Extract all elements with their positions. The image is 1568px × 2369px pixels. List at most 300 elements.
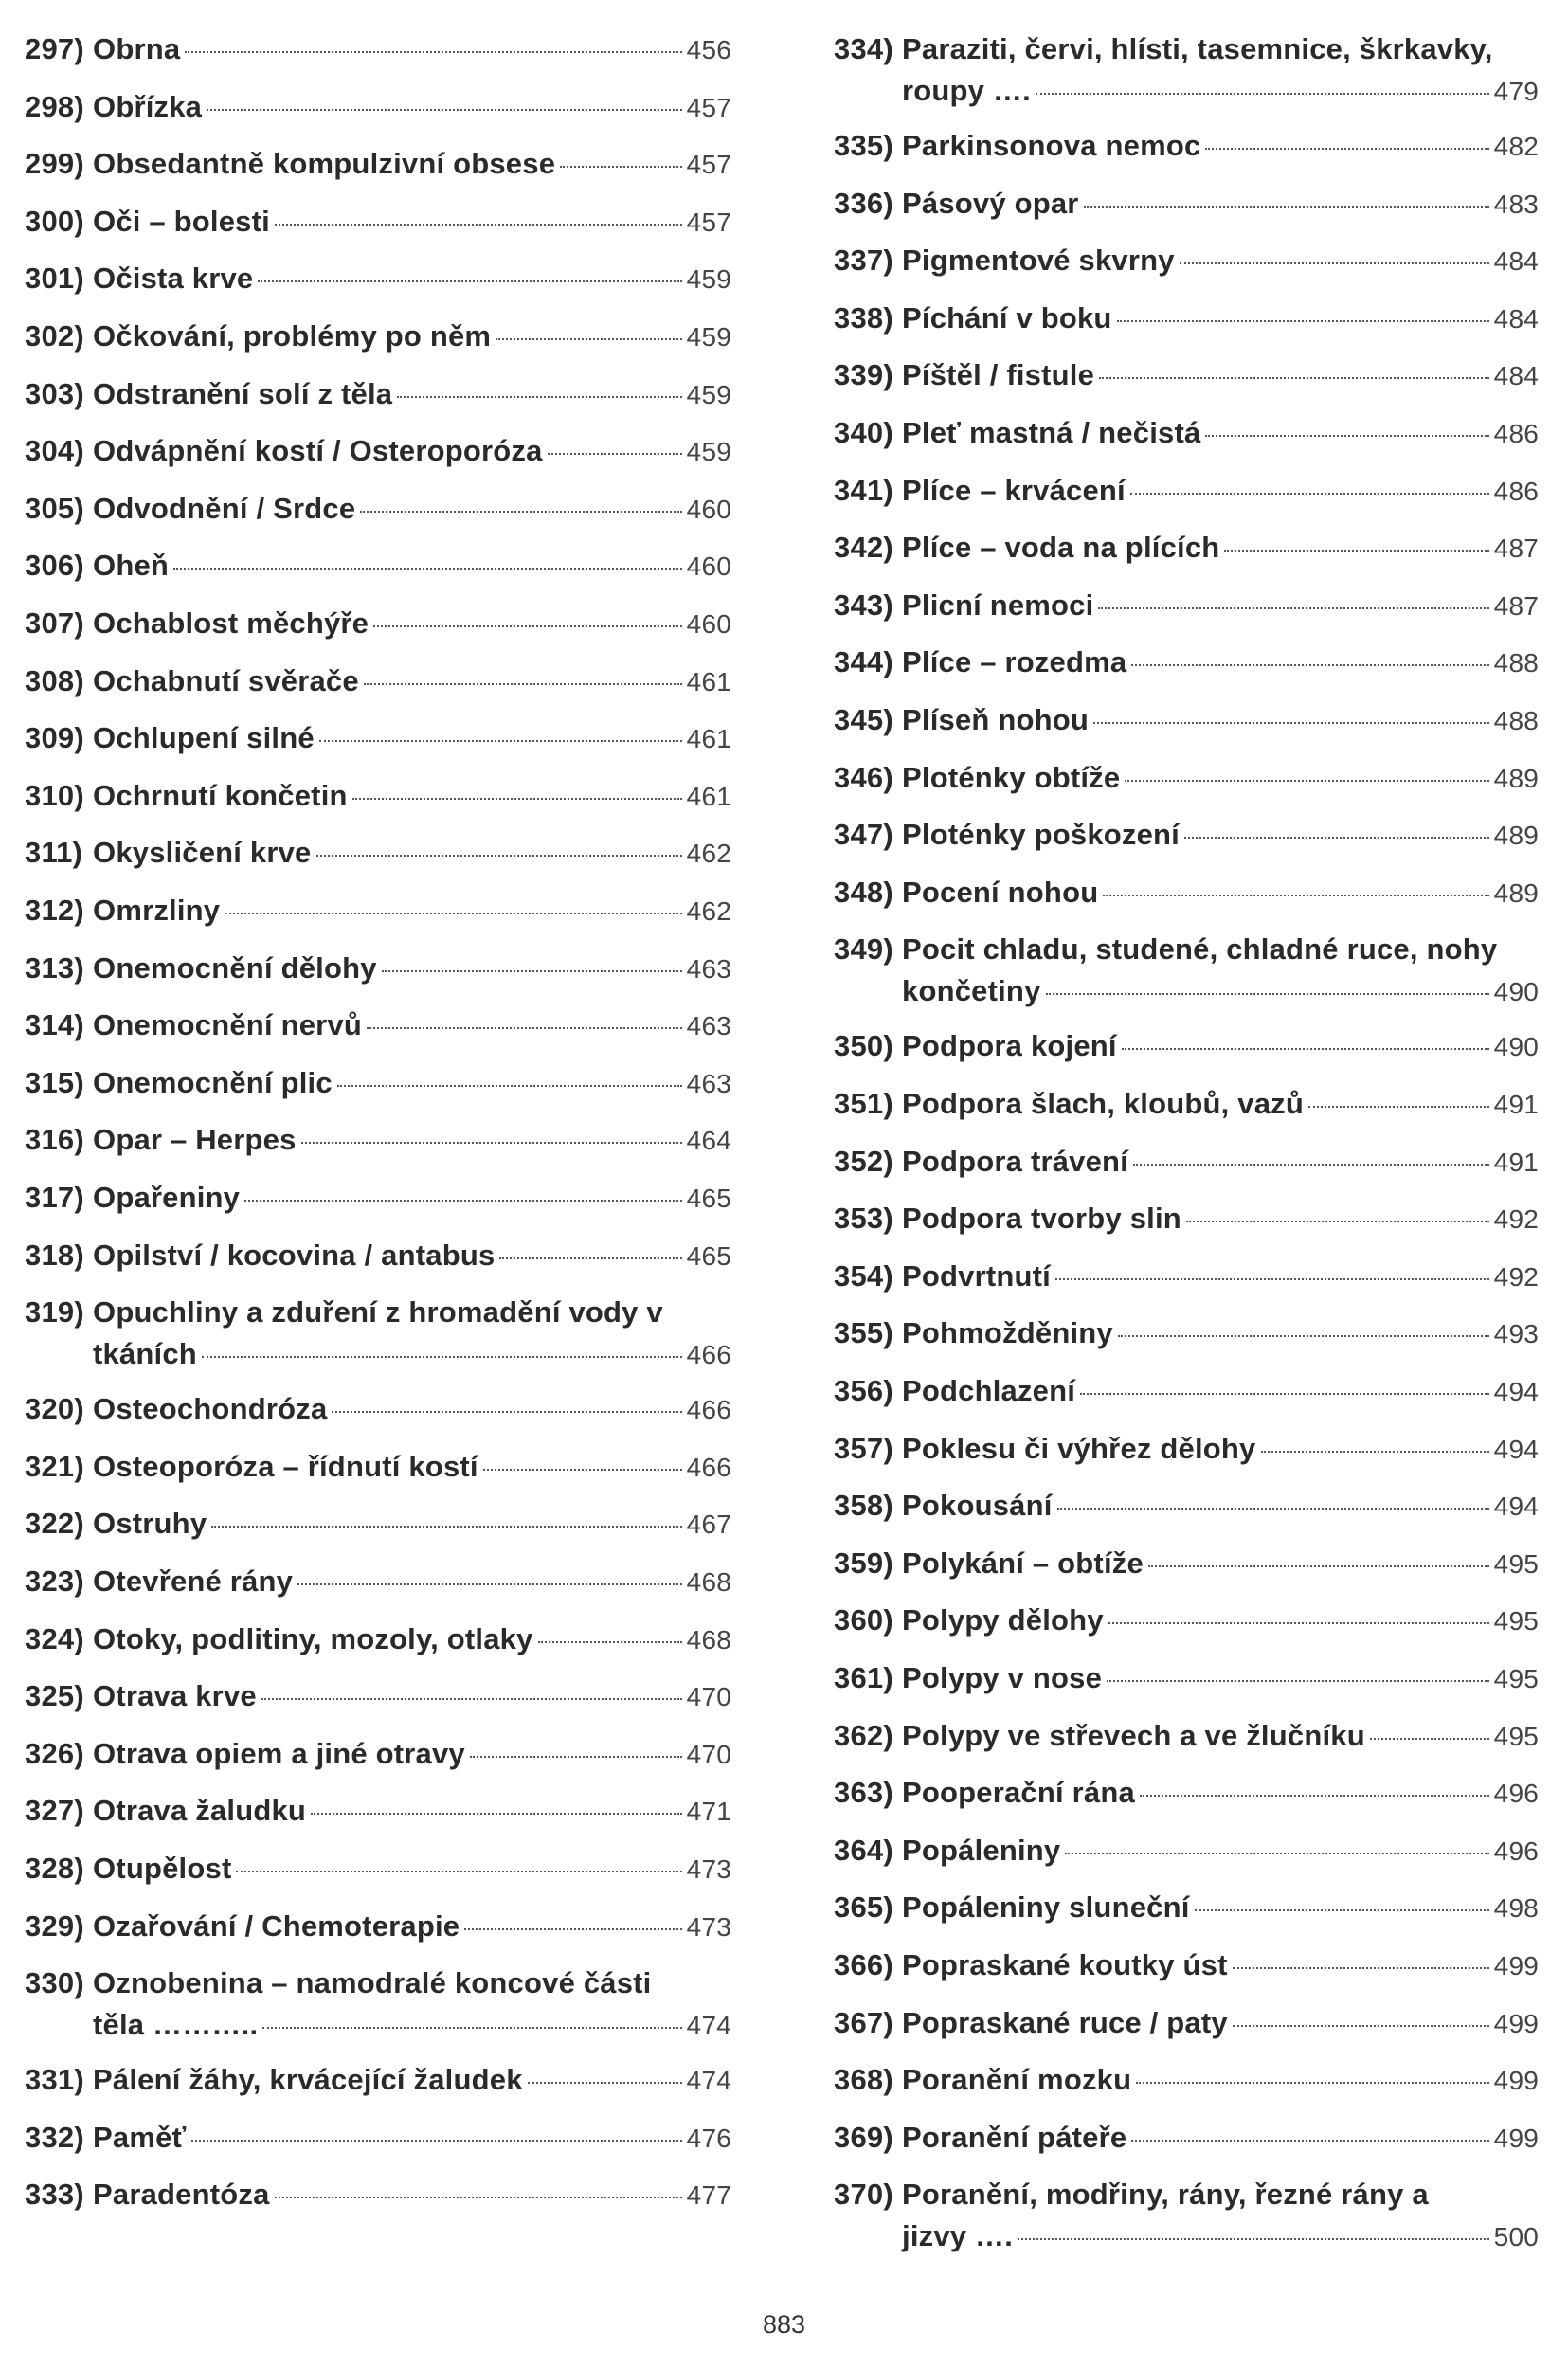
toc-entry-page: 473 bbox=[686, 1911, 731, 1942]
toc-entry-number: 319) bbox=[25, 1295, 84, 1329]
toc-entry-title: Popraskané ruce / paty bbox=[902, 2005, 1228, 2039]
toc-entry-page: 473 bbox=[686, 1854, 731, 1884]
toc-entry-page: 489 bbox=[1493, 763, 1539, 793]
toc-entry-page: 490 bbox=[1493, 977, 1539, 1007]
toc-entry bbox=[25, 1235, 731, 1277]
toc-entry-page: 461 bbox=[686, 666, 731, 696]
toc-entry bbox=[25, 1848, 731, 1890]
toc-entry-title: Otoky, podlitiny, mozoly, otlaky bbox=[93, 1621, 533, 1655]
toc-entry-page: 494 bbox=[1493, 1377, 1539, 1406]
toc-entry-number: 359) bbox=[834, 1546, 893, 1580]
toc-entry-title: Opar – Herpes bbox=[93, 1123, 297, 1157]
toc-entry bbox=[25, 832, 731, 875]
toc-entry bbox=[834, 1370, 1539, 1413]
dot-leader bbox=[1140, 1795, 1489, 1797]
toc-entry bbox=[834, 1715, 1539, 1758]
toc-entry-title: Odvodnění / Srdce bbox=[93, 491, 356, 525]
toc-entry bbox=[25, 430, 731, 473]
toc-entry bbox=[834, 1083, 1539, 1126]
toc-entry-number: 311) bbox=[25, 836, 83, 870]
toc-entry-page: 466 bbox=[686, 1340, 731, 1370]
toc-entry-number: 328) bbox=[25, 1852, 84, 1885]
dot-leader bbox=[1233, 2025, 1489, 2027]
toc-entry-page: 488 bbox=[1493, 648, 1539, 678]
toc-entry-title: roupy …. bbox=[902, 74, 1031, 107]
toc-entry-page: 491 bbox=[1493, 1147, 1539, 1177]
toc-entry-title: Popáleniny sluneční bbox=[902, 1890, 1190, 1925]
toc-entry-title: Opařeniny bbox=[93, 1181, 241, 1214]
toc-entry-number: 316) bbox=[25, 1123, 84, 1157]
toc-entry-page: 489 bbox=[1493, 821, 1539, 851]
toc-entry-number: 299) bbox=[25, 147, 84, 181]
toc-entry-number: 363) bbox=[834, 1776, 893, 1810]
toc-entry-number: 344) bbox=[834, 645, 893, 679]
toc-entry-page: 494 bbox=[1493, 1434, 1539, 1464]
toc-entry bbox=[834, 412, 1539, 455]
dot-leader bbox=[1261, 1451, 1489, 1453]
toc-entry-title: Obsedantně kompulzivní obsese bbox=[93, 147, 556, 181]
toc-entry-page: 466 bbox=[686, 1452, 731, 1482]
toc-entry-page: 487 bbox=[1493, 590, 1539, 621]
toc-entry-title: Plíce – krvácení bbox=[902, 473, 1126, 507]
toc-entry-number: 305) bbox=[25, 491, 84, 525]
dot-leader bbox=[173, 568, 682, 570]
dot-leader bbox=[1125, 780, 1488, 782]
toc-entry bbox=[834, 929, 1539, 1013]
toc-entry bbox=[834, 2002, 1539, 2045]
toc-entry-number: 368) bbox=[834, 2063, 893, 2097]
toc-entry-page: 487 bbox=[1493, 533, 1539, 564]
dot-leader bbox=[1370, 1738, 1489, 1740]
toc-entry bbox=[25, 2174, 731, 2216]
toc-entry-number: 302) bbox=[25, 319, 84, 353]
toc-entry-page: 484 bbox=[1493, 246, 1539, 277]
toc-entry-number: 355) bbox=[834, 1316, 893, 1350]
toc-entry bbox=[834, 585, 1539, 627]
toc-entry-title: Otupělost bbox=[93, 1852, 232, 1885]
toc-entry-title: Pleť mastná / nečistá bbox=[902, 416, 1201, 449]
toc-entry-title: Plíce – voda na plících bbox=[902, 531, 1220, 565]
toc-entry-page: 463 bbox=[686, 1068, 731, 1098]
toc-entry-title: Polypy dělohy bbox=[902, 1603, 1104, 1637]
dot-leader bbox=[225, 913, 681, 914]
toc-entry bbox=[25, 1675, 731, 1718]
toc-entry-page: 492 bbox=[1493, 1204, 1539, 1235]
toc-entry-page: 494 bbox=[1493, 1492, 1539, 1522]
toc-entry-title: Poranění mozku bbox=[902, 2063, 1132, 2097]
toc-entry-title: jizvy …. bbox=[902, 2219, 1014, 2253]
toc-entry-page: 459 bbox=[686, 322, 731, 352]
toc-entry bbox=[25, 1619, 731, 1661]
toc-entry-title: Očkování, problémy po něm bbox=[93, 319, 492, 353]
toc-entry-title: Oheň bbox=[93, 549, 170, 583]
toc-entry-title: Pocit chladu, studené, chladné ruce, nohy bbox=[902, 932, 1498, 967]
toc-entry-title: Otrava krve bbox=[93, 1679, 257, 1713]
toc-entry-page: 499 bbox=[1493, 2008, 1539, 2038]
dot-leader bbox=[1046, 993, 1489, 995]
toc-entry bbox=[834, 1428, 1539, 1471]
toc-entry-page: 470 bbox=[686, 1739, 731, 1769]
dot-leader bbox=[1108, 1622, 1489, 1624]
toc-entry-number: 314) bbox=[25, 1008, 84, 1042]
toc-entry-title: Otrava opiem a jiné otravy bbox=[93, 1736, 465, 1770]
toc-entry bbox=[834, 1141, 1539, 1184]
dot-leader bbox=[1130, 493, 1489, 495]
dot-leader bbox=[185, 51, 681, 53]
dot-leader bbox=[207, 109, 682, 111]
toc-entry bbox=[25, 1177, 731, 1220]
toc-entry-title: Podpora kojení bbox=[902, 1029, 1117, 1063]
toc-entry-number: 340) bbox=[834, 416, 893, 449]
dot-leader bbox=[1233, 1967, 1489, 1969]
toc-entry-number: 364) bbox=[834, 1833, 893, 1867]
toc-entry bbox=[25, 86, 731, 129]
toc-entry-number: 298) bbox=[25, 89, 84, 123]
toc-entry-number: 320) bbox=[25, 1392, 84, 1426]
dot-leader bbox=[1186, 1221, 1489, 1222]
toc-entry-number: 337) bbox=[834, 244, 893, 278]
toc-entry-number: 365) bbox=[834, 1890, 893, 1925]
toc-entry-page: 484 bbox=[1493, 361, 1539, 391]
toc-entry-page: 496 bbox=[1493, 1779, 1539, 1809]
dot-leader bbox=[332, 1411, 681, 1413]
toc-entry-page: 460 bbox=[686, 552, 731, 582]
toc-entry-page: 493 bbox=[1493, 1319, 1539, 1349]
toc-entry-title: Onemocnění plic bbox=[93, 1065, 333, 1099]
toc-entry bbox=[834, 1772, 1539, 1815]
toc-entry-page: 465 bbox=[686, 1240, 731, 1271]
toc-entry-title: Parkinsonova nemoc bbox=[902, 129, 1201, 162]
toc-entry-page: 499 bbox=[1493, 2066, 1539, 2096]
toc-entry-title: Ochabnutí svěrače bbox=[93, 663, 359, 697]
toc-entry-title: Odvápnění kostí / Osteroporóza bbox=[93, 434, 543, 468]
toc-entry-number: 357) bbox=[834, 1431, 893, 1465]
toc-entry-title: Obrna bbox=[93, 32, 181, 65]
dot-leader bbox=[464, 1928, 681, 1930]
dot-leader bbox=[301, 1142, 682, 1144]
toc-entry-title: Píštěl / fistule bbox=[902, 358, 1095, 392]
toc-entry-page: 495 bbox=[1493, 1721, 1539, 1751]
toc-entry-number: 300) bbox=[25, 204, 84, 238]
dot-leader bbox=[1180, 262, 1489, 264]
toc-entry-title: Onemocnění nervů bbox=[93, 1008, 362, 1042]
dot-leader bbox=[1057, 1508, 1489, 1510]
toc-entry-number: 318) bbox=[25, 1238, 84, 1272]
dot-leader bbox=[211, 1526, 681, 1528]
dot-leader bbox=[496, 338, 682, 340]
toc-entry-number: 356) bbox=[834, 1374, 893, 1407]
dot-leader bbox=[1107, 1680, 1489, 1682]
toc-entry-page: 456 bbox=[686, 35, 731, 64]
toc-entry-number: 347) bbox=[834, 818, 893, 852]
toc-entry-title: Ostruhy bbox=[93, 1507, 207, 1541]
toc-entry-title: Podpora šlach, kloubů, vazů bbox=[902, 1087, 1304, 1120]
dot-leader bbox=[1098, 607, 1488, 609]
toc-entry-page: 495 bbox=[1493, 1606, 1539, 1637]
toc-entry-title: Ochrnutí končetin bbox=[93, 778, 348, 812]
toc-entry bbox=[25, 545, 731, 588]
dot-leader bbox=[1131, 664, 1488, 666]
toc-entry bbox=[25, 2059, 731, 2102]
page-number: 883 bbox=[762, 2310, 806, 2339]
toc-entry-number: 361) bbox=[834, 1661, 893, 1694]
toc-entry bbox=[834, 1944, 1539, 1987]
toc-entry-number: 352) bbox=[834, 1144, 893, 1178]
toc-entry-page: 476 bbox=[686, 2123, 731, 2153]
toc-entry-number: 334) bbox=[834, 32, 893, 65]
toc-entry-page: 461 bbox=[686, 724, 731, 754]
dot-leader bbox=[364, 683, 682, 685]
toc-entry-title: Plíseň nohou bbox=[902, 703, 1090, 736]
toc-entry-title: Otrava žaludku bbox=[93, 1794, 307, 1828]
toc-entry-title: Opilství / kocovina / antabus bbox=[93, 1238, 496, 1272]
toc-entry bbox=[834, 814, 1539, 857]
toc-entry bbox=[25, 603, 731, 645]
toc-entry-title: Pohmožděniny bbox=[902, 1316, 1113, 1350]
toc-entry-title: Plicní nemoci bbox=[902, 588, 1094, 622]
dot-leader bbox=[483, 1469, 682, 1471]
toc-entry-page: 459 bbox=[686, 437, 731, 467]
toc-entry bbox=[834, 1543, 1539, 1585]
toc-entry-title: Osteoporóza – řídnutí kostí bbox=[93, 1449, 478, 1483]
toc-entry-number: 307) bbox=[25, 606, 84, 640]
toc-entry bbox=[25, 258, 731, 300]
toc-entry-title: Pásový opar bbox=[902, 186, 1079, 220]
toc-entry-title: Podpora trávení bbox=[902, 1144, 1128, 1178]
dot-leader bbox=[1122, 1048, 1489, 1050]
dot-leader bbox=[1080, 1393, 1489, 1395]
toc-entry bbox=[834, 872, 1539, 914]
toc-entry-page: 479 bbox=[1493, 77, 1539, 106]
toc-entry-title: Ochlupení silné bbox=[93, 721, 315, 755]
dot-leader bbox=[337, 1085, 682, 1087]
toc-entry-page: 457 bbox=[686, 92, 731, 122]
toc-entry-title: Paměť bbox=[93, 2120, 187, 2154]
toc-entry-number: 317) bbox=[25, 1181, 84, 1214]
toc-entry bbox=[25, 1790, 731, 1833]
toc-entry-number: 330) bbox=[25, 1966, 84, 2000]
dot-leader bbox=[499, 1257, 681, 1259]
toc-entry bbox=[25, 1906, 731, 1948]
toc-entry-title: Poranění, modřiny, rány, řezné rány a bbox=[902, 2178, 1429, 2212]
toc-entry bbox=[25, 1446, 731, 1489]
toc-entry-title: Ploténky poškození bbox=[902, 818, 1180, 852]
dot-leader bbox=[262, 2027, 681, 2029]
toc-entry bbox=[25, 1119, 731, 1162]
toc-entry bbox=[25, 1561, 731, 1603]
toc-entry-page: 495 bbox=[1493, 1548, 1539, 1579]
toc-entry-page: 460 bbox=[686, 609, 731, 639]
toc-entry bbox=[834, 125, 1539, 168]
toc-entry-title: Paradentóza bbox=[93, 2178, 270, 2212]
dot-leader bbox=[316, 855, 682, 857]
toc-entry bbox=[834, 240, 1539, 282]
dot-leader bbox=[275, 2197, 682, 2198]
toc-entry-number: 327) bbox=[25, 1794, 84, 1828]
toc-entry-title: tkáních bbox=[93, 1337, 197, 1371]
dot-leader bbox=[1065, 1853, 1488, 1854]
dot-leader bbox=[560, 166, 682, 168]
toc-entry-title: Pigmentové skvrny bbox=[902, 244, 1175, 278]
toc-entry-number: 321) bbox=[25, 1449, 84, 1483]
dot-leader bbox=[1205, 148, 1488, 150]
toc-entry-number: 341) bbox=[834, 473, 893, 507]
toc-entry bbox=[834, 1256, 1539, 1298]
toc-entry-title: Omrzliny bbox=[93, 894, 221, 927]
toc-entry-title: Pooperační rána bbox=[902, 1776, 1135, 1810]
toc-entry bbox=[25, 488, 731, 531]
dot-leader bbox=[261, 1698, 682, 1700]
dot-leader bbox=[275, 224, 682, 226]
dot-leader bbox=[538, 1641, 682, 1643]
toc-entry-title: Plíce – rozedma bbox=[902, 645, 1127, 679]
dot-leader bbox=[1148, 1565, 1489, 1567]
toc-entry-number: 343) bbox=[834, 588, 893, 622]
toc-entry-title: Polykání – obtíže bbox=[902, 1546, 1144, 1580]
toc-entry-page: 484 bbox=[1493, 303, 1539, 334]
toc-entry-page: 457 bbox=[686, 150, 731, 180]
dot-leader bbox=[360, 511, 681, 513]
dot-leader bbox=[297, 1583, 682, 1585]
dot-leader bbox=[397, 396, 681, 398]
toc-entry-title: Popraskané koutky úst bbox=[902, 1948, 1228, 1981]
dot-leader bbox=[202, 1356, 682, 1358]
toc-entry-page: 492 bbox=[1493, 1261, 1539, 1292]
toc-entry-number: 329) bbox=[25, 1908, 84, 1943]
toc-entry-page: 462 bbox=[686, 896, 731, 926]
dot-leader bbox=[470, 1756, 682, 1758]
toc-entry-number: 333) bbox=[25, 2178, 84, 2212]
toc-entry bbox=[834, 1600, 1539, 1642]
toc-entry bbox=[834, 28, 1539, 113]
toc-entry bbox=[834, 1198, 1539, 1240]
toc-entry-page: 498 bbox=[1493, 1893, 1539, 1924]
toc-entry-number: 346) bbox=[834, 760, 893, 794]
toc-entry-page: 466 bbox=[686, 1395, 731, 1425]
dot-leader bbox=[1195, 1909, 1489, 1911]
toc-entry-number: 339) bbox=[834, 358, 893, 392]
toc-entry bbox=[25, 201, 731, 244]
toc-entry-page: 461 bbox=[686, 781, 731, 811]
dot-leader bbox=[236, 1871, 681, 1872]
toc-entry-number: 331) bbox=[25, 2063, 84, 2097]
toc-entry-page: 463 bbox=[686, 953, 731, 984]
dot-leader bbox=[1117, 320, 1489, 322]
toc-entry-number: 315) bbox=[25, 1065, 84, 1099]
toc-entry-number: 325) bbox=[25, 1679, 84, 1713]
dot-leader bbox=[1118, 1335, 1489, 1337]
toc-entry bbox=[834, 354, 1539, 397]
toc-entry-title: Poranění páteře bbox=[902, 2120, 1127, 2154]
toc-entry bbox=[834, 470, 1539, 513]
toc-entry-number: 342) bbox=[834, 531, 893, 565]
toc-entry-number: 354) bbox=[834, 1258, 893, 1293]
toc-entry-title: Ploténky obtíže bbox=[902, 760, 1121, 794]
toc-entry bbox=[25, 890, 731, 932]
toc-entry bbox=[25, 1733, 731, 1776]
toc-entry-page: 470 bbox=[686, 1682, 731, 1712]
toc-entry-page: 460 bbox=[686, 494, 731, 524]
toc-entry-number: 332) bbox=[25, 2120, 84, 2154]
toc-entry-number: 312) bbox=[25, 894, 84, 927]
toc-entry bbox=[25, 373, 731, 416]
toc-entry-title: Podpora tvorby slin bbox=[902, 1202, 1181, 1236]
toc-entry bbox=[834, 1025, 1539, 1068]
toc-entry-title: Onemocnění dělohy bbox=[93, 950, 377, 985]
toc-entry-page: 474 bbox=[686, 2066, 731, 2096]
dot-leader bbox=[548, 453, 682, 455]
toc-entry bbox=[834, 1887, 1539, 1929]
toc-entry-number: 370) bbox=[834, 2178, 893, 2212]
toc-entry-number: 306) bbox=[25, 549, 84, 583]
toc-entry bbox=[25, 2117, 731, 2160]
toc-entry bbox=[25, 1004, 731, 1047]
dot-leader bbox=[1099, 377, 1489, 379]
toc-entry bbox=[834, 1485, 1539, 1528]
toc-entry-number: 301) bbox=[25, 262, 84, 296]
toc-entry-number: 297) bbox=[25, 32, 84, 65]
toc-entry-title: Polypy v nose bbox=[902, 1661, 1103, 1694]
dot-leader bbox=[1133, 1164, 1489, 1166]
toc-entry-page: 495 bbox=[1493, 1664, 1539, 1693]
toc-entry bbox=[25, 775, 731, 818]
toc-entry-page: 459 bbox=[686, 264, 731, 295]
toc-entry-title: Paraziti, červi, hlísti, tasemnice, škrkavky, bbox=[902, 32, 1493, 65]
toc-entry-number: 353) bbox=[834, 1202, 893, 1236]
toc-entry-page: 486 bbox=[1493, 476, 1539, 506]
dot-leader bbox=[528, 2082, 682, 2084]
toc-entry-number: 303) bbox=[25, 376, 84, 410]
toc-entry bbox=[25, 316, 731, 358]
toc-entry-number: 335) bbox=[834, 129, 893, 162]
toc-entry bbox=[834, 757, 1539, 800]
toc-entry-number: 362) bbox=[834, 1718, 893, 1752]
dot-leader bbox=[1103, 895, 1488, 896]
toc-entry-number: 369) bbox=[834, 2120, 893, 2154]
toc-entry-title: Oznobenina – namodralé koncové části bbox=[93, 1966, 652, 2000]
toc-entry-number: 345) bbox=[834, 703, 893, 736]
toc-entry-page: 462 bbox=[686, 839, 731, 869]
toc-entry-title: Osteochondróza bbox=[93, 1392, 328, 1426]
toc-entry-page: 474 bbox=[686, 2011, 731, 2041]
toc-entry bbox=[834, 1657, 1539, 1700]
toc-entry-title: Očista krve bbox=[93, 262, 254, 296]
toc-entry-page: 468 bbox=[686, 1624, 731, 1655]
toc-entry-number: 324) bbox=[25, 1621, 84, 1655]
toc-entry-title: končetiny bbox=[902, 974, 1041, 1008]
toc-entry-number: 351) bbox=[834, 1087, 893, 1120]
toc-entry-number: 323) bbox=[25, 1564, 84, 1598]
toc-entry-number: 313) bbox=[25, 950, 84, 985]
dot-leader bbox=[1184, 837, 1489, 839]
toc-entry bbox=[25, 717, 731, 760]
toc-entry-page: 489 bbox=[1493, 877, 1539, 908]
toc-entry-title: Opuchliny a zduření z hromadění vody v bbox=[93, 1295, 663, 1329]
toc-entry-page: 490 bbox=[1493, 1032, 1539, 1062]
toc-entry-number: 309) bbox=[25, 721, 84, 755]
toc-entry-number: 308) bbox=[25, 663, 84, 697]
toc-entry-page: 488 bbox=[1493, 706, 1539, 735]
toc-entry-page: 471 bbox=[686, 1797, 731, 1827]
toc-entry-page: 468 bbox=[686, 1567, 731, 1597]
toc-entry-title: Odstranění solí z těla bbox=[93, 376, 393, 410]
toc-entry bbox=[25, 1503, 731, 1546]
toc-entry bbox=[834, 183, 1539, 226]
toc-entry bbox=[834, 642, 1539, 684]
toc-entry-title: Pocení nohou bbox=[902, 875, 1099, 909]
toc-entry bbox=[834, 2059, 1539, 2102]
toc-entry-page: 496 bbox=[1493, 1836, 1539, 1866]
